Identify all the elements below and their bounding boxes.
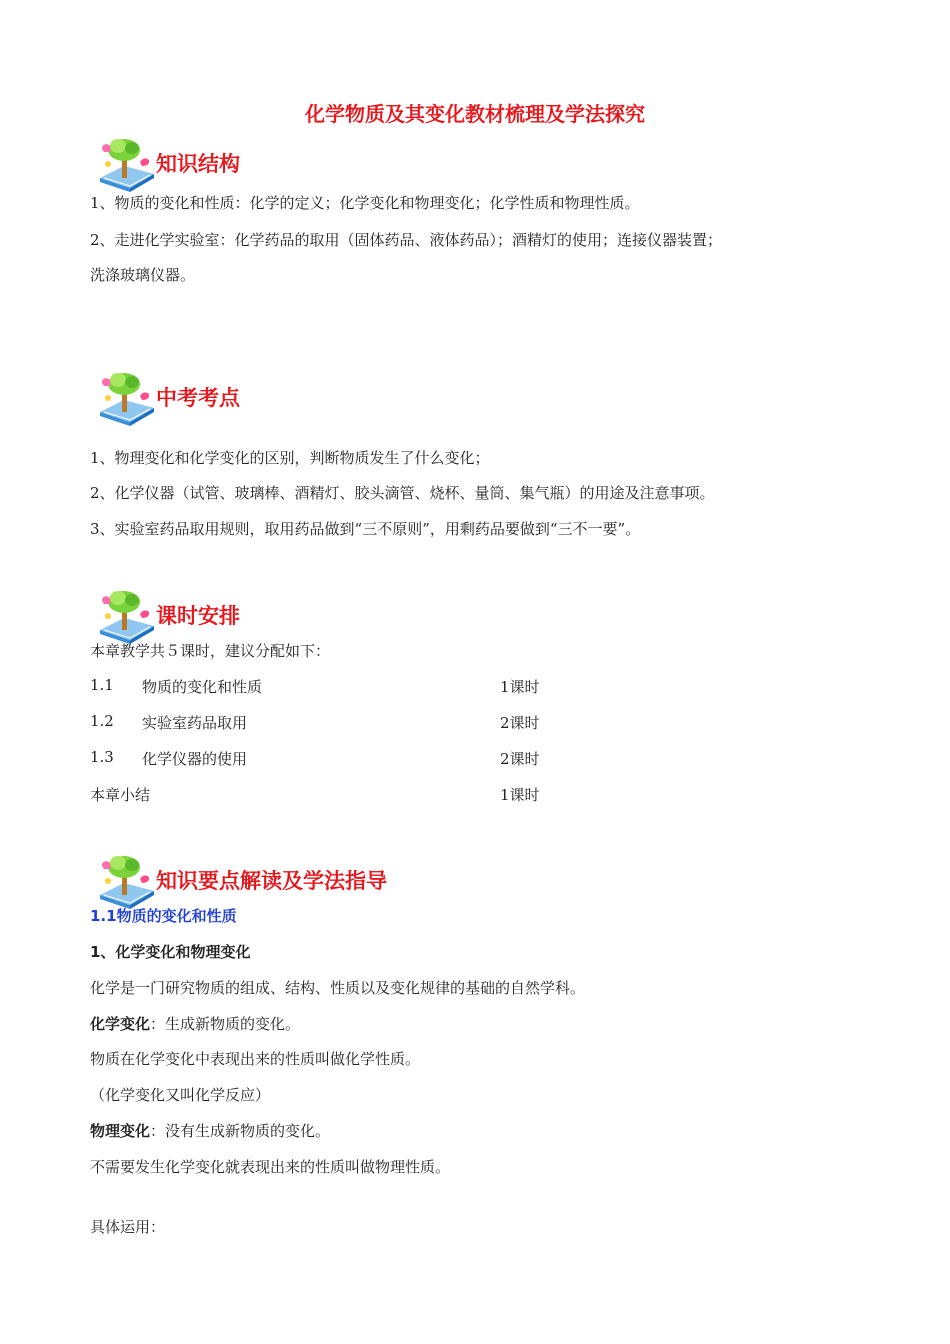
section-title: 知识结构: [156, 152, 240, 176]
section-header-schedule: [96, 586, 240, 644]
section-header-knowledge-structure: [96, 134, 240, 192]
section-header-key-points: [96, 851, 387, 909]
schedule-row-hours: 2课时: [500, 714, 540, 732]
schedule-row-number: 本章小结: [90, 786, 151, 804]
paragraph-line: 1、物质的变化和性质：化学的定义；化学变化和物理变化；化学性质和物理性质。: [90, 194, 640, 212]
schedule-row-number: 1.1: [90, 676, 114, 694]
document-title: 化学物质及其变化教材梳理及学法探究: [305, 102, 645, 126]
chemical-change-label: 化学变化: [90, 1015, 151, 1033]
paragraph-line: 2、走进化学实验室：化学药品的取用（固体药品、液体药品）；酒精灯的使用；连接仪器装置；: [90, 231, 723, 249]
physical-change-text: ：没有生成新物质的变化。: [150, 1122, 331, 1140]
chemical-property-text: 物质在化学变化中表现出来的性质叫做化学性质。: [90, 1050, 421, 1068]
schedule-row-topic: 物质的变化和性质: [142, 678, 263, 696]
physical-change-line: [90, 1120, 330, 1141]
schedule-row-topic: 实验室药品取用: [142, 714, 248, 732]
subsection-heading: 1.1物质的变化和性质: [90, 907, 237, 925]
book-tree-icon: [96, 368, 156, 426]
chemical-change-line: [90, 1013, 300, 1034]
schedule-row-hours: 2课时: [500, 750, 540, 768]
schedule-row-topic: 化学仪器的使用: [142, 750, 248, 768]
usage-label: 具体运用：: [90, 1218, 166, 1236]
schedule-row-hours: 1课时: [500, 786, 540, 804]
paragraph-line: 2、化学仪器（试管、玻璃棒、酒精灯、胶头滴管、烧杯、量筒、集气瓶）的用途及注意事项。: [90, 484, 715, 502]
physical-change-label: 物理变化: [90, 1122, 151, 1140]
section-header-exam-points: [96, 368, 240, 426]
section-title: 课时安排: [156, 604, 240, 628]
book-tree-icon: [96, 134, 156, 192]
definition-text: 化学是一门研究物质的组成、结构、性质以及变化规律的基础的自然学科。: [90, 979, 586, 997]
chemical-change-text: ：生成新物质的变化。: [150, 1015, 301, 1033]
chemical-change-note: （化学变化又叫化学反应）: [90, 1086, 271, 1104]
book-tree-icon: [96, 851, 156, 909]
section-title: 知识要点解读及学法指导: [156, 869, 387, 893]
schedule-row-hours: 1课时: [500, 678, 540, 696]
point-title: 1、化学变化和物理变化: [90, 943, 251, 961]
paragraph-line: 1、物理变化和化学变化的区别，判断物质发生了什么变化；: [90, 449, 490, 467]
schedule-row-number: 1.3: [90, 748, 114, 766]
schedule-row-number: 1.2: [90, 712, 114, 730]
paragraph-line: 洗涤玻璃仪器。: [90, 266, 196, 284]
physical-property-text: 不需要发生化学变化就表现出来的性质叫做物理性质。: [90, 1158, 451, 1176]
schedule-intro: 本章教学共５课时，建议分配如下：: [90, 642, 331, 660]
book-tree-icon: [96, 586, 156, 644]
paragraph-line: 3、实验室药品取用规则，取用药品做到“三不原则”，用剩药品要做到“三不一要”。: [90, 520, 641, 538]
section-title: 中考考点: [156, 386, 240, 410]
